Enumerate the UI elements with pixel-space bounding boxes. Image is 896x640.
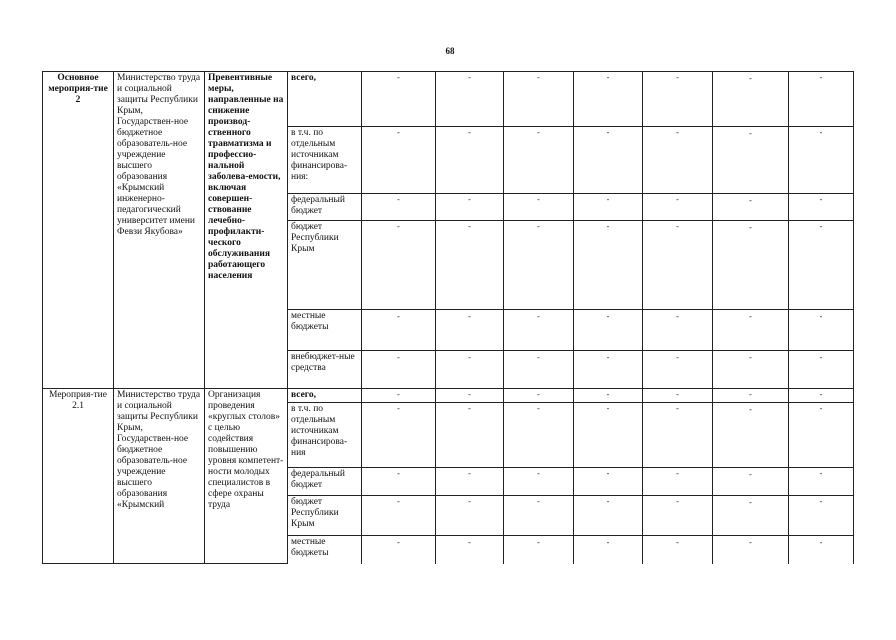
value-cell: - bbox=[749, 312, 752, 321]
value-cell: - bbox=[606, 73, 610, 82]
value-cell: - bbox=[468, 128, 471, 137]
value-cell: - bbox=[468, 497, 471, 506]
value-cell: - bbox=[819, 404, 823, 413]
value-cell: - bbox=[819, 222, 823, 231]
source-all: всего, bbox=[288, 389, 362, 403]
table-row bbox=[43, 72, 896, 127]
value-cell: - bbox=[819, 312, 823, 321]
value-cell: - bbox=[749, 223, 752, 232]
table-row bbox=[43, 389, 896, 403]
value-cell: - bbox=[537, 195, 540, 204]
source-by-type: в т.ч. по отдельным источникам финансирова-ния: bbox=[288, 127, 362, 194]
value-cell: - bbox=[606, 538, 610, 547]
source-all: всего, bbox=[288, 72, 362, 127]
value-cell: - bbox=[606, 497, 610, 506]
value-cell: - bbox=[749, 129, 752, 138]
value-cell: - bbox=[749, 538, 752, 547]
value-cell: - bbox=[397, 312, 400, 321]
value-cell: - bbox=[606, 404, 610, 413]
value-cell: - bbox=[606, 312, 610, 321]
value-cell: - bbox=[749, 74, 752, 83]
value-cell: - bbox=[819, 73, 823, 82]
value-cell: - bbox=[606, 195, 610, 204]
value-cell: - bbox=[468, 538, 471, 547]
value-cell: - bbox=[749, 353, 752, 362]
value-cell: - bbox=[397, 390, 400, 399]
financing-table bbox=[42, 71, 896, 564]
value-cell: - bbox=[749, 196, 752, 205]
source-local: местные бюджеты bbox=[288, 536, 362, 564]
value-cell: - bbox=[468, 73, 471, 82]
value-cell: - bbox=[606, 222, 610, 231]
value-cell: - bbox=[676, 390, 679, 399]
executor-cell: Министерство труда и социальной защиты Республики Крым, Государствен-ное бюджетное образователь-ное учреждение высшего образования «Крымский инженерно-педагогический университет имени Февзи Якубова» bbox=[114, 72, 205, 389]
value-cell: - bbox=[468, 469, 471, 478]
source-republic: бюджет Республики Крым bbox=[288, 221, 362, 310]
value-cell: - bbox=[676, 353, 679, 362]
value-cell: - bbox=[676, 469, 679, 478]
value-cell: - bbox=[537, 128, 540, 137]
value-cell: - bbox=[819, 497, 823, 506]
value-cell: - bbox=[819, 469, 823, 478]
source-federal: федеральный бюджет bbox=[288, 468, 362, 496]
value-cell: - bbox=[468, 353, 471, 362]
value-cell: - bbox=[606, 353, 610, 362]
value-cell: - bbox=[397, 469, 400, 478]
event-name-cell: Организация проведения «круглых столов» с целью содействия повышению уровня компетент-ности молодых специалистов в сфере охраны труда bbox=[205, 389, 288, 564]
value-cell: - bbox=[676, 312, 679, 321]
value-cell: - bbox=[749, 470, 752, 479]
value-cell: - bbox=[819, 195, 823, 204]
value-cell: - bbox=[397, 538, 400, 547]
value-cell: - bbox=[537, 222, 540, 231]
value-cell: - bbox=[537, 538, 540, 547]
value-cell: - bbox=[537, 353, 540, 362]
value-cell: - bbox=[676, 497, 679, 506]
value-cell: - bbox=[537, 390, 540, 399]
value-cell: - bbox=[676, 73, 679, 82]
value-cell: - bbox=[749, 498, 752, 507]
value-cell: - bbox=[397, 195, 400, 204]
value-cell: - bbox=[468, 404, 471, 413]
executor-cell: Министерство труда и социальной защиты Республики Крым, Государствен-ное бюджетное образователь-ное учреждение высшего образования «Крымский bbox=[114, 389, 205, 564]
value-cell: - bbox=[606, 390, 610, 399]
value-cell: - bbox=[819, 128, 823, 137]
page-number: 68 bbox=[445, 46, 455, 56]
value-cell: - bbox=[537, 404, 540, 413]
value-cell: - bbox=[606, 128, 610, 137]
value-cell: - bbox=[397, 404, 400, 413]
source-by-type: в т.ч. по отдельным источникам финансирова-ния bbox=[288, 403, 362, 468]
value-cell: - bbox=[676, 222, 679, 231]
value-cell: - bbox=[676, 404, 679, 413]
value-cell: - bbox=[537, 312, 540, 321]
value-cell: - bbox=[397, 128, 400, 137]
event-number: Основное мероприя-тие 2 bbox=[43, 72, 114, 389]
source-local: местные бюджеты bbox=[288, 310, 362, 351]
value-cell: - bbox=[397, 73, 400, 82]
source-federal: федеральный бюджет bbox=[288, 194, 362, 221]
value-cell: - bbox=[749, 390, 752, 399]
value-cell: - bbox=[468, 312, 471, 321]
value-cell: - bbox=[676, 195, 679, 204]
value-cell: - bbox=[397, 353, 400, 362]
event-name-cell: Превентивные меры, направленные на снижение производ-ственного травматизма и профессио-нальной заболева-емости, включая совершен-ствование лечебно-профилакти-ческого обслуживания работающего населения bbox=[205, 72, 288, 389]
value-cell: - bbox=[468, 195, 471, 204]
value-cell: - bbox=[676, 538, 679, 547]
value-cell: - bbox=[397, 222, 400, 231]
value-cell: - bbox=[606, 469, 610, 478]
value-cell: - bbox=[537, 469, 540, 478]
value-cell: - bbox=[397, 497, 400, 506]
value-cell: - bbox=[537, 497, 540, 506]
value-cell: - bbox=[819, 353, 823, 362]
value-cell: - bbox=[749, 405, 752, 414]
value-cell: - bbox=[468, 222, 471, 231]
value-cell: - bbox=[819, 390, 823, 399]
value-cell: - bbox=[676, 128, 679, 137]
source-extrabudget: внебюджет-ные средства bbox=[288, 351, 362, 389]
source-republic: бюджет Республики Крым bbox=[288, 496, 362, 536]
event-number: Мероприя-тие 2.1 bbox=[43, 389, 114, 564]
value-cell: - bbox=[537, 73, 540, 82]
value-cell: - bbox=[819, 538, 823, 547]
value-cell: - bbox=[468, 390, 471, 399]
